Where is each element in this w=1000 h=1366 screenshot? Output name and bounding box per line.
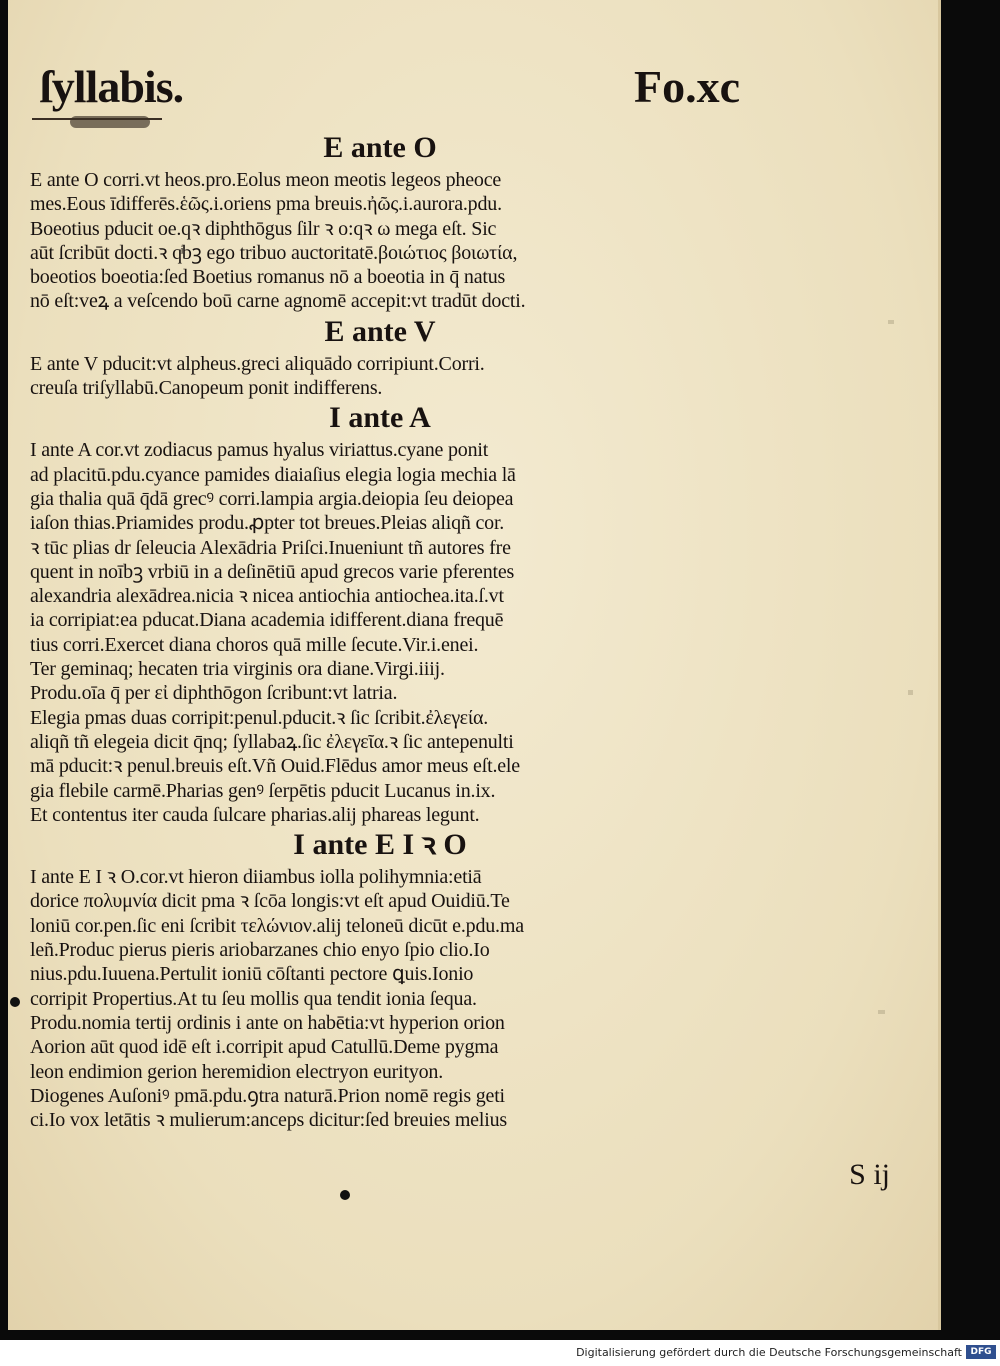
text-line: aūt ſcribūt docti.ꝛ qͥbꝫ ego tribuo auctoritatē.βοιώτιος βοιωτία, <box>30 241 518 264</box>
text-line: boeotios boeotia:ſed Boetius romanus nō a boeotia in q̄ natus <box>30 266 506 289</box>
text-line: loniū cor.pen.ſic eni ſcribit τελώνιον.alij teloneū dicūt e.pdu.ma <box>30 914 524 937</box>
digitization-credit: Digitalisierung gefördert durch die Deutsche Forschungsgemeinschaft <box>576 1346 962 1359</box>
text-line: Ter geminaq; hecaten tria virginis ora diane.Virgi.iiij. <box>30 658 445 681</box>
text-line: Elegia pmas duas corripit:penul.pducit.ꝛ ſic ſcribit.ἐλεγεία. <box>30 706 489 729</box>
text-line: E ante O corri.vt heos.pro.Eolus meon meotis legeos pheoce <box>30 169 502 191</box>
text-line: Boeotius pducit oe.qꝛ diphthōgus ſilr ꝛ o:qꝛ ω mega eſt. Sic <box>30 217 497 240</box>
section-heading: I ante E I ꝛ O <box>293 828 467 862</box>
section-heading: E ante V <box>324 314 436 348</box>
paper-speck <box>878 1010 885 1014</box>
paper-speck <box>908 690 913 695</box>
ink-smudge <box>70 116 150 128</box>
section-e-ante-o <box>30 130 730 314</box>
text-line: ꝛ tūc plias dr ſeleucia Alexādria Priſci.Inueniunt tñ autores fre <box>30 536 511 559</box>
text-line: tius corri.Exercet diana choros quā mille ſecute.Vir.i.enei. <box>30 633 479 656</box>
signature-mark: S ij <box>849 1158 890 1191</box>
dfg-logo: DFG <box>966 1345 996 1359</box>
text-line: E ante V pducit:vt alpheus.greci aliquādo corripiunt.Corri. <box>30 352 485 375</box>
text-line: ad placitū.pdu.cyance pamides diaiaſius elegia logia mechia lā <box>30 463 516 486</box>
section-heading: E ante O <box>323 131 437 164</box>
text-line: ci.Io vox letātis ꝛ mulierum:anceps dicitur:ſed breuies melius <box>30 1109 507 1132</box>
text-line: creuſa triſyllabū.Canopeum ponit indifferens. <box>30 377 383 400</box>
paper-speck <box>888 320 894 324</box>
running-head-title: ſyllabis. <box>40 61 184 112</box>
text-line: leñ.Produc pierus pieris ariobarzanes chio enyo ſpio clio.Io <box>30 939 490 962</box>
text-line: mā pducit:ꝛ penul.breuis eſt.Vñ Ouid.Flēdus amor meus eſt.ele <box>30 755 520 778</box>
text-line: I ante A cor.vt zodiacus pamus hyalus viriattus.cyane ponit <box>30 439 489 462</box>
text-line: dorice πολυμνία dicit pma ꝛ ſcōa longis:vt eſt apud Ouidiū.Te <box>30 890 510 913</box>
text-line: Aorion aūt quod idē eſt i.corripit apud Catullū.Deme pygma <box>30 1036 499 1059</box>
text-line: ia corripiat:ea pducat.Diana academia idifferent.diana frequē <box>30 609 504 632</box>
text-line: Produ.oīa q̄ per εἰ diphthōgon ſcribunt:vt latria. <box>30 682 398 705</box>
section-i-ante-e-i-o <box>30 827 730 1132</box>
text-line: gia flebile carmē.Pharias genꝰ ſerpētis pducit Lucanus in.ix. <box>30 779 496 802</box>
running-head <box>30 40 740 130</box>
text-line: mes.Eous īdifferēs.ἑῶς.i.oriens pma breuis.ἠῶς.i.aurora.pdu. <box>30 193 502 216</box>
section-i-ante-a <box>30 400 730 827</box>
folio-number: Fo.xc <box>633 61 740 112</box>
text-line: gia thalia quā q̄dā grecꝰ corri.lampia argia.deiopia ſeu deiopea <box>30 487 514 510</box>
text-line: nō eſt:veꝝ a veſcendo boū carne agnomē accepit:vt tradūt docti. <box>30 290 526 313</box>
text-line: Produ.nomia tertij ordinis i ante on habētia:vt hyperion orion <box>30 1011 505 1034</box>
text-line: nius.pdu.Iuuena.Pertulit ioniū cōſtanti pectore ꝗuis.Ionio <box>30 963 474 986</box>
text-line: aliqñ tñ elegeia dicit q̄nq; ſyllabaꝝ.ſic ἐλεγεῖα.ꝛ ſic antepenulti <box>30 730 514 753</box>
text-line: Et contentus iter cauda ſulcare pharias.alij phareas legunt. <box>30 803 480 826</box>
ink-dot <box>10 997 20 1007</box>
book-page <box>8 0 941 1330</box>
page-text-block <box>30 40 740 1132</box>
text-line: Diogenes Auſoniꝰ pmā.pdu.ꝯtra naturā.Prion nomē regis geti <box>30 1084 505 1107</box>
text-line: quent in noībꝫ vrbiū in a deſinētiū apud grecos varie pferentes <box>30 560 515 583</box>
text-line: alexandria alexādrea.nicia ꝛ nicea antiochia antiochea.ita.ſ.vt <box>30 585 504 608</box>
text-line: I ante E I ꝛ O.cor.vt hieron diiambus iolla polihymnia:etiā <box>30 866 482 889</box>
ink-dot <box>340 1190 350 1200</box>
section-heading: I ante A <box>329 401 431 435</box>
text-line: corripit Propertius.At tu ſeu mollis qua tendit ionia ſequa. <box>30 987 477 1010</box>
text-line: iaſon thias.Priamides produ.ꝓpter tot breues.Pleias aliqñ cor. <box>30 512 505 535</box>
text-line: leon endimion gerion heremidion electryon eurityon. <box>30 1060 444 1083</box>
section-e-ante-v <box>30 314 730 401</box>
